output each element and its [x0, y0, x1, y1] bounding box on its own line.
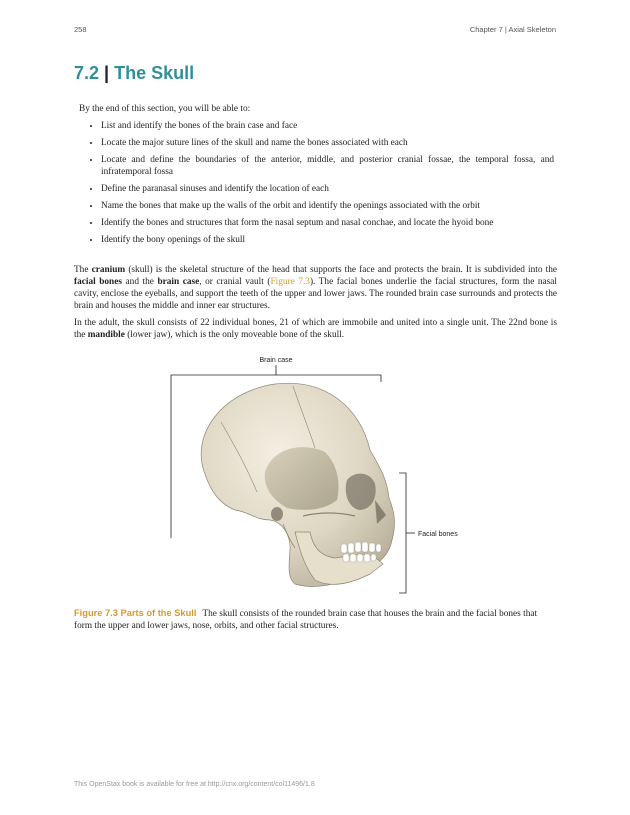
figure-link[interactable]: Figure 7.3: [270, 277, 310, 287]
text-run: ). The facial bones underlie the facial structures, form the nasal cavity, enclose the eyeballs, and support the teeth of the upper and lower jaws. The rounded brain case surrounds and protects the brain and houses the middle and inner ear structures.: [74, 277, 557, 311]
title-separator: |: [104, 63, 110, 83]
objective-item: • Name the bones that make up the walls of the orbit and identify the openings associated with the orbit: [101, 200, 554, 212]
brain-case-label: Brain case: [259, 357, 293, 364]
objective-item: • Identify the bony openings of the skull: [101, 234, 554, 246]
figure-caption: [74, 607, 557, 632]
skull-figure: [165, 352, 475, 600]
text-run: (lower jaw), which is the only moveable bone of the skull.: [124, 330, 345, 340]
ear-opening: [271, 507, 283, 521]
facial-bones-label: Facial bones: [418, 531, 458, 538]
objectives-list: [79, 120, 554, 246]
section-title: [74, 63, 194, 84]
term-cranium: cranium: [91, 265, 126, 275]
term-facial-bones: facial bones: [74, 277, 122, 287]
objective-item: • Locate and define the boundaries of the anterior, middle, and posterior cranial fossae, the temporal fossa, and infratemporal fossa: [101, 154, 554, 178]
objective-item: • Define the paranasal sinuses and identify the location of each: [101, 183, 554, 195]
objective-item: • List and identify the bones of the brain case and face: [101, 120, 554, 132]
paragraph-cranium: [74, 264, 557, 312]
text-run: In the adult, the skull consists of 22 individual bones, 21 of which are immobile and united into a single unit. The 22nd bone is the: [74, 318, 557, 340]
body-text: [74, 264, 557, 346]
facial-bones-bracket: [399, 473, 406, 593]
brain-case-bracket: [171, 375, 381, 382]
paragraph-mandible: [74, 317, 557, 341]
page-number: 258: [74, 25, 87, 34]
term-brain-case: brain case: [157, 277, 200, 287]
section-number: 7.2: [74, 63, 100, 83]
chapter-header: Chapter 7 | Axial Skeleton: [469, 25, 556, 34]
text-run: , or cranial vault (: [199, 277, 271, 287]
text-run: (skull) is the skeletal structure of the head that supports the face and protects the brain. It is subdivided into the: [125, 265, 558, 275]
figure-caption-label: Figure 7.3 Parts of the Skull: [74, 608, 197, 618]
text-run: The: [74, 265, 92, 275]
term-mandible: mandible: [87, 330, 125, 340]
skull-illustration: [165, 352, 475, 600]
objectives-intro: By the end of this section, you will be able to:: [79, 104, 251, 114]
section-title-text: The Skull: [114, 63, 195, 83]
objective-item: • Locate the major suture lines of the skull and name the bones associated with each: [101, 137, 554, 149]
page-footer: This OpenStax book is available for free at http://cnx.org/content/col11496/1.8: [74, 781, 315, 788]
text-run: and the: [121, 277, 158, 287]
learning-objectives: [79, 103, 554, 251]
figure-caption-text: The skull consists of the rounded brain case that houses the brain and the facial bones that form the upper and lower jaws, nose, orbits, and other facial structures.: [74, 609, 538, 631]
objective-item: • Identify the bones and structures that form the nasal septum and nasal conchae, and locate the hyoid bone: [101, 217, 554, 229]
